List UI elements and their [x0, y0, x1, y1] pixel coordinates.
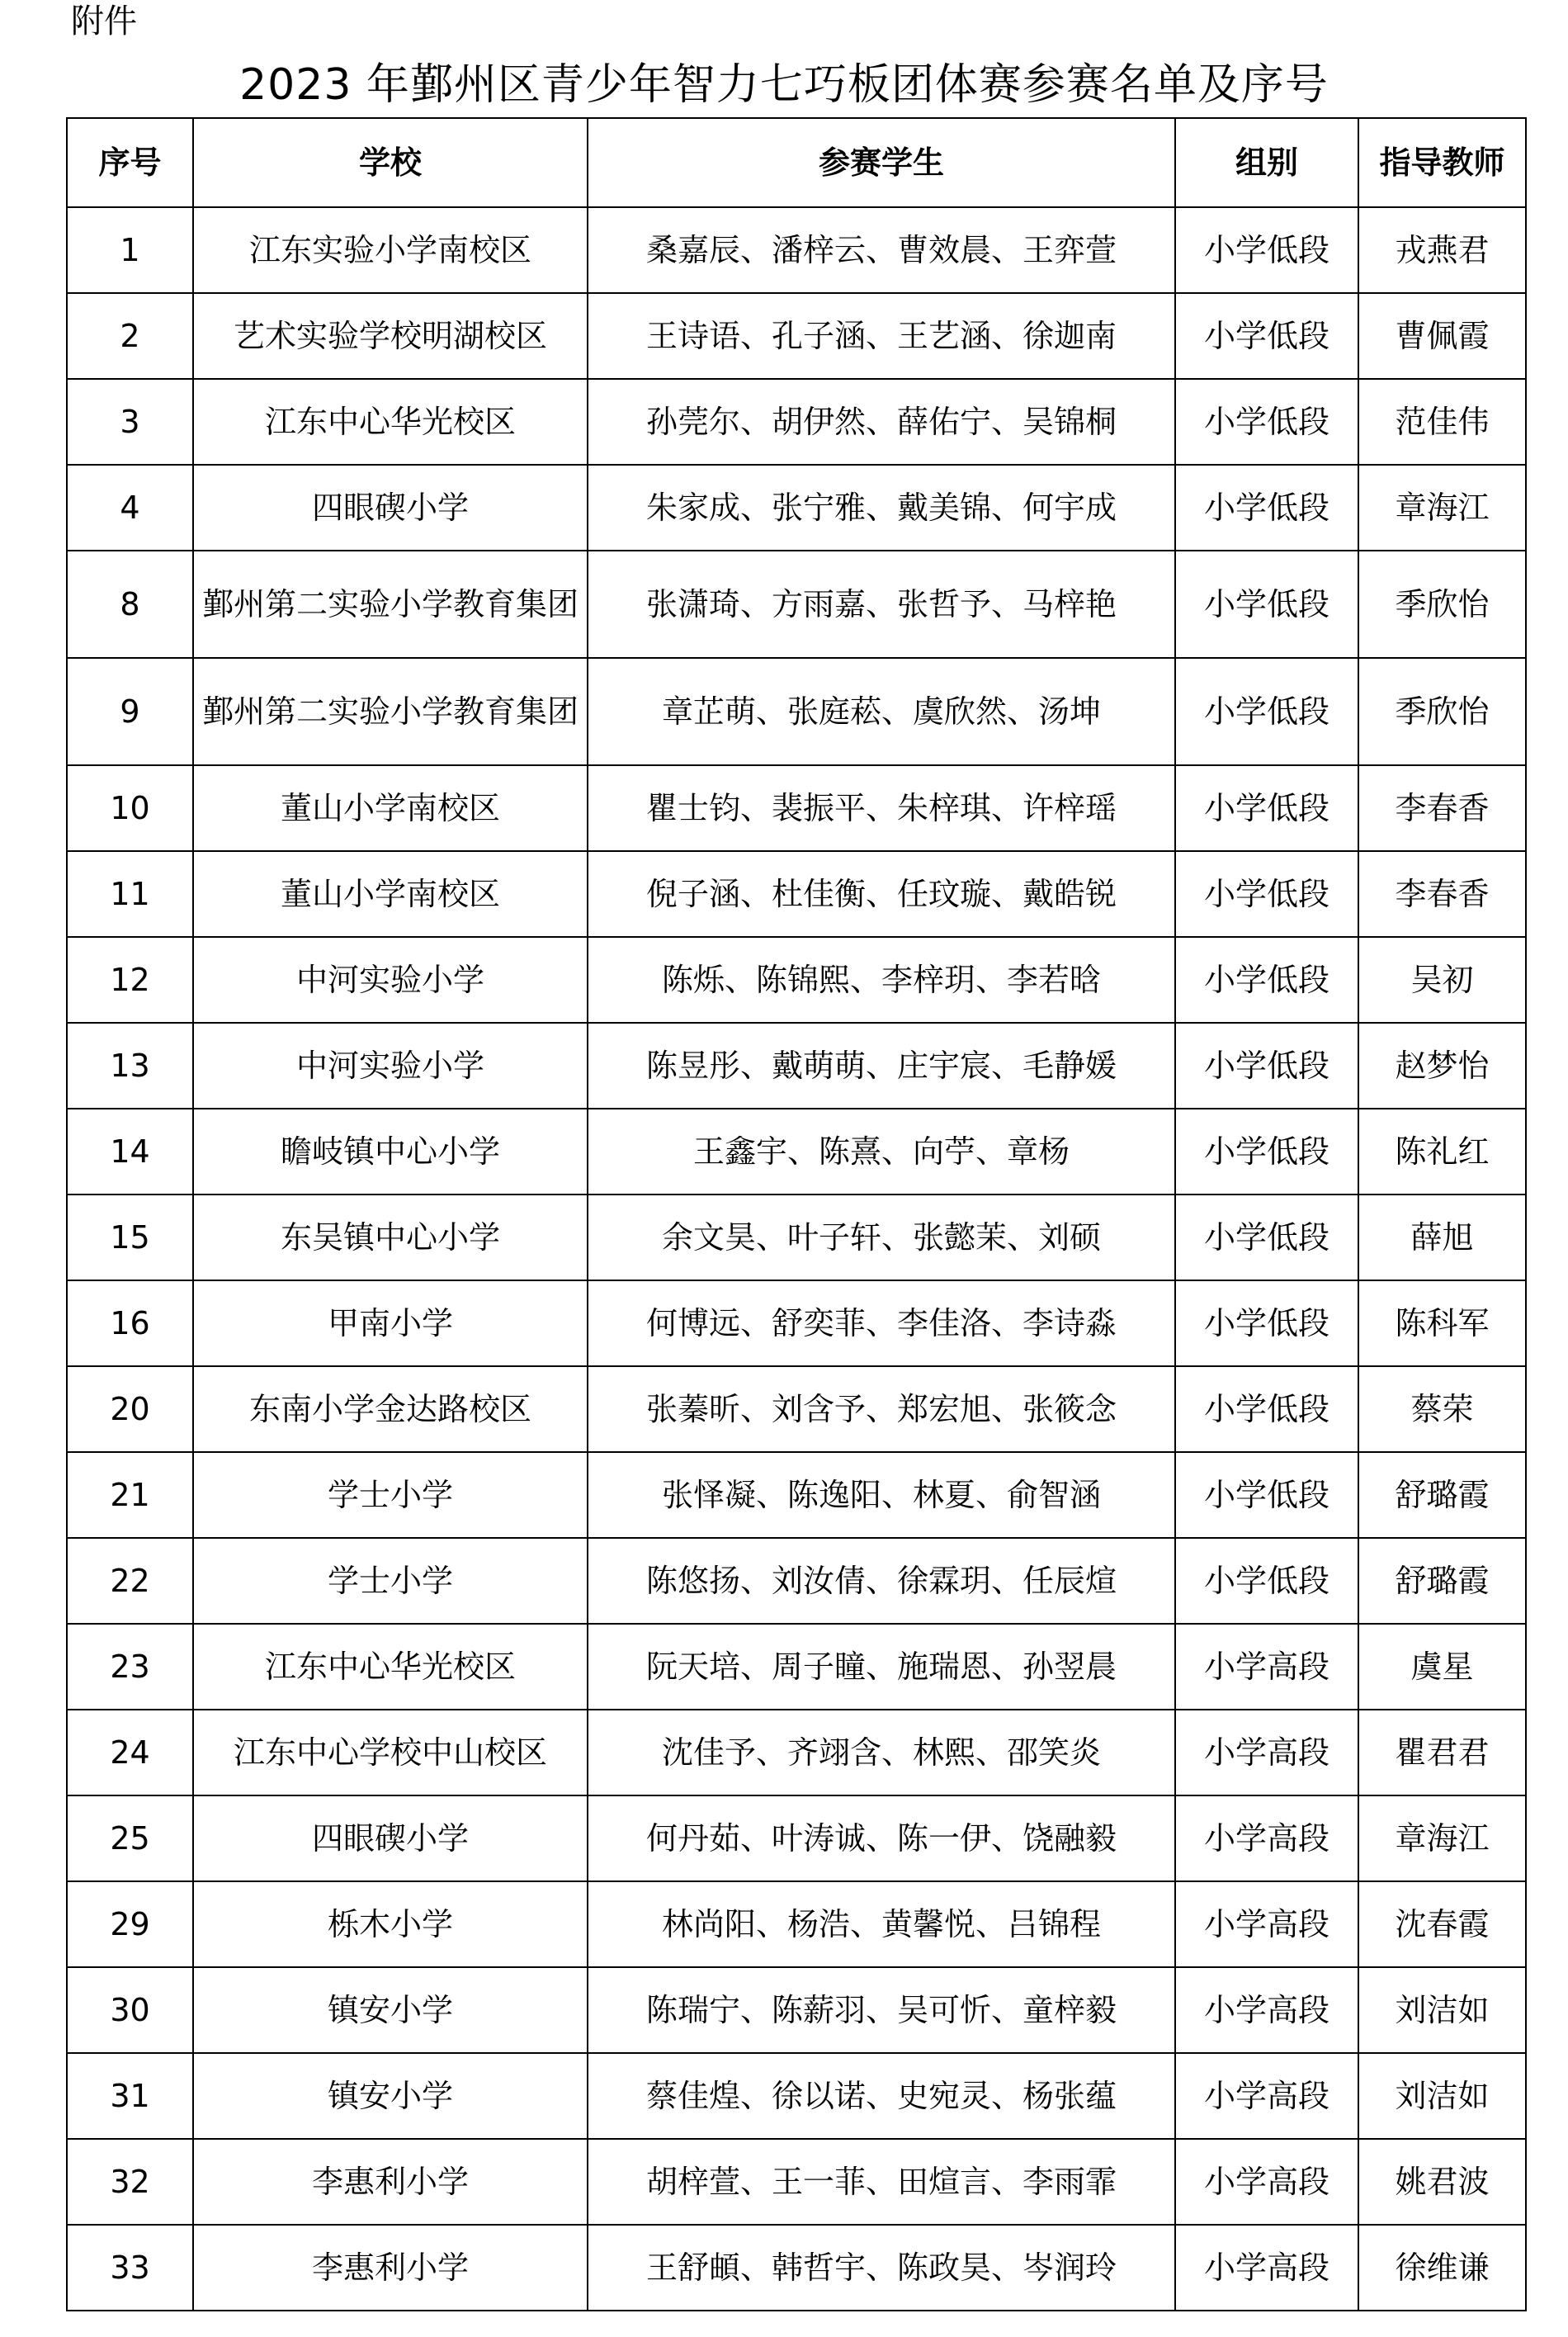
- group-cell: 小学低段: [1175, 551, 1358, 658]
- teacher-cell: 虞星: [1358, 1624, 1526, 1710]
- students-cell: 章芷萌、张庭菘、虞欣然、汤坤: [588, 658, 1175, 765]
- teacher-cell: 沈春霞: [1358, 1881, 1526, 1967]
- group-cell: 小学低段: [1175, 1280, 1358, 1366]
- seq-cell: 13: [67, 1023, 193, 1109]
- participant-table: [66, 117, 1527, 2311]
- seq-cell: 33: [67, 2225, 193, 2311]
- page-title: 2023 年鄞州区青少年智力七巧板团体赛参赛名单及序号: [239, 60, 1329, 110]
- table-row: [67, 1967, 1526, 2053]
- students-cell: 张怿凝、陈逸阳、林夏、俞智涵: [588, 1452, 1175, 1538]
- table-body: [67, 207, 1526, 2311]
- teacher-cell: 季欣怡: [1358, 658, 1526, 765]
- group-cell: 小学高段: [1175, 1624, 1358, 1710]
- school-cell: 学士小学: [193, 1538, 588, 1624]
- group-cell: 小学低段: [1175, 765, 1358, 851]
- header-seq: 序号: [67, 118, 193, 207]
- students-cell: 王舒頔、韩哲宇、陈政昊、岑润玲: [588, 2225, 1175, 2311]
- seq-cell: 11: [67, 851, 193, 937]
- seq-cell: 1: [67, 207, 193, 293]
- group-cell: 小学低段: [1175, 851, 1358, 937]
- table-row: [67, 2139, 1526, 2225]
- school-cell: 艺术实验学校明湖校区: [193, 293, 588, 379]
- school-cell: 中河实验小学: [193, 937, 588, 1023]
- teacher-cell: 蔡荣: [1358, 1366, 1526, 1452]
- students-cell: 陈瑞宁、陈薪羽、吴可忻、童梓毅: [588, 1967, 1175, 2053]
- group-cell: 小学低段: [1175, 1366, 1358, 1452]
- table-row: [67, 937, 1526, 1023]
- table-row: [67, 551, 1526, 658]
- group-cell: 小学低段: [1175, 1195, 1358, 1280]
- school-cell: 东南小学金达路校区: [193, 1366, 588, 1452]
- seq-cell: 9: [67, 658, 193, 765]
- seq-cell: 15: [67, 1195, 193, 1280]
- students-cell: 林尚阳、杨浩、黄馨悦、吕锦程: [588, 1881, 1175, 1967]
- table-row: [67, 1624, 1526, 1710]
- seq-cell: 12: [67, 937, 193, 1023]
- teacher-cell: 陈礼红: [1358, 1109, 1526, 1195]
- students-cell: 陈昱彤、戴萌萌、庄宇宸、毛静媛: [588, 1023, 1175, 1109]
- table-row: [67, 1109, 1526, 1195]
- students-cell: 桑嘉辰、潘梓云、曹效晨、王弈萱: [588, 207, 1175, 293]
- seq-cell: 31: [67, 2053, 193, 2139]
- group-cell: 小学低段: [1175, 1023, 1358, 1109]
- table-row: [67, 765, 1526, 851]
- teacher-cell: 赵梦怡: [1358, 1023, 1526, 1109]
- school-cell: 李惠利小学: [193, 2225, 588, 2311]
- students-cell: 倪子涵、杜佳衡、任玟璇、戴皓锐: [588, 851, 1175, 937]
- teacher-cell: 李春香: [1358, 765, 1526, 851]
- group-cell: 小学低段: [1175, 465, 1358, 551]
- teacher-cell: 章海江: [1358, 1795, 1526, 1881]
- teacher-cell: 范佳伟: [1358, 379, 1526, 465]
- table-row: [67, 1795, 1526, 1881]
- table-row: [67, 1881, 1526, 1967]
- table-row: [67, 2225, 1526, 2311]
- teacher-cell: 刘洁如: [1358, 2053, 1526, 2139]
- teacher-cell: 吴初: [1358, 937, 1526, 1023]
- students-cell: 王鑫宇、陈熹、向苧、章杨: [588, 1109, 1175, 1195]
- header-group: 组别: [1175, 118, 1358, 207]
- school-cell: 学士小学: [193, 1452, 588, 1538]
- students-cell: 张蓁昕、刘含予、郑宏旭、张筱念: [588, 1366, 1175, 1452]
- students-cell: 陈烁、陈锦熙、李梓玥、李若晗: [588, 937, 1175, 1023]
- students-cell: 沈佳予、齐翊含、林熙、邵笑炎: [588, 1710, 1175, 1795]
- students-cell: 何博远、舒奕菲、李佳洛、李诗淼: [588, 1280, 1175, 1366]
- school-cell: 鄞州第二实验小学教育集团: [193, 658, 588, 765]
- school-cell: 江东中心华光校区: [193, 379, 588, 465]
- group-cell: 小学高段: [1175, 1881, 1358, 1967]
- school-cell: 江东中心学校中山校区: [193, 1710, 588, 1795]
- seq-cell: 2: [67, 293, 193, 379]
- school-cell: 瞻岐镇中心小学: [193, 1109, 588, 1195]
- group-cell: 小学低段: [1175, 937, 1358, 1023]
- school-cell: 东吴镇中心小学: [193, 1195, 588, 1280]
- seq-cell: 29: [67, 1881, 193, 1967]
- table-row: [67, 293, 1526, 379]
- seq-cell: 10: [67, 765, 193, 851]
- group-cell: 小学高段: [1175, 2225, 1358, 2311]
- school-cell: 李惠利小学: [193, 2139, 588, 2225]
- seq-cell: 20: [67, 1366, 193, 1452]
- table-row: [67, 2053, 1526, 2139]
- school-cell: 四眼碶小学: [193, 465, 588, 551]
- table-row: [67, 1710, 1526, 1795]
- group-cell: 小学高段: [1175, 2139, 1358, 2225]
- header-row: [67, 118, 1526, 207]
- group-cell: 小学低段: [1175, 1452, 1358, 1538]
- school-cell: 江东中心华光校区: [193, 1624, 588, 1710]
- table-row: [67, 1023, 1526, 1109]
- seq-cell: 30: [67, 1967, 193, 2053]
- seq-cell: 22: [67, 1538, 193, 1624]
- table-row: [67, 1366, 1526, 1452]
- group-cell: 小学高段: [1175, 1795, 1358, 1881]
- students-cell: 阮天培、周子瞳、施瑞恩、孙翌晨: [588, 1624, 1175, 1710]
- table-row: [67, 1195, 1526, 1280]
- seq-cell: 24: [67, 1710, 193, 1795]
- students-cell: 何丹茹、叶涛诚、陈一伊、饶融毅: [588, 1795, 1175, 1881]
- seq-cell: 4: [67, 465, 193, 551]
- teacher-cell: 舒璐霞: [1358, 1452, 1526, 1538]
- table-row: [67, 1538, 1526, 1624]
- group-cell: 小学低段: [1175, 379, 1358, 465]
- students-cell: 王诗语、孔子涵、王艺涵、徐迦南: [588, 293, 1175, 379]
- header-students: 参赛学生: [588, 118, 1175, 207]
- table-row: [67, 658, 1526, 765]
- teacher-cell: 刘洁如: [1358, 1967, 1526, 2053]
- students-cell: 陈悠扬、刘汝倩、徐霖玥、任辰煊: [588, 1538, 1175, 1624]
- teacher-cell: 戎燕君: [1358, 207, 1526, 293]
- teacher-cell: 季欣怡: [1358, 551, 1526, 658]
- school-cell: 江东实验小学南校区: [193, 207, 588, 293]
- seq-cell: 16: [67, 1280, 193, 1366]
- students-cell: 余文昊、叶子轩、张懿茉、刘硕: [588, 1195, 1175, 1280]
- school-cell: 镇安小学: [193, 1967, 588, 2053]
- school-cell: 董山小学南校区: [193, 851, 588, 937]
- students-cell: 朱家成、张宁雅、戴美锦、何宇成: [588, 465, 1175, 551]
- school-cell: 董山小学南校区: [193, 765, 588, 851]
- teacher-cell: 李春香: [1358, 851, 1526, 937]
- students-cell: 张潇琦、方雨嘉、张哲予、马梓艳: [588, 551, 1175, 658]
- school-cell: 镇安小学: [193, 2053, 588, 2139]
- teacher-cell: 舒璐霞: [1358, 1538, 1526, 1624]
- group-cell: 小学高段: [1175, 2053, 1358, 2139]
- teacher-cell: 姚君波: [1358, 2139, 1526, 2225]
- students-cell: 孙莞尔、胡伊然、薛佑宁、吴锦桐: [588, 379, 1175, 465]
- school-cell: 甲南小学: [193, 1280, 588, 1366]
- header-school: 学校: [193, 118, 588, 207]
- teacher-cell: 陈科军: [1358, 1280, 1526, 1366]
- teacher-cell: 薛旭: [1358, 1195, 1526, 1280]
- group-cell: 小学低段: [1175, 207, 1358, 293]
- teacher-cell: 徐维谦: [1358, 2225, 1526, 2311]
- seq-cell: 21: [67, 1452, 193, 1538]
- seq-cell: 3: [67, 379, 193, 465]
- school-cell: 中河实验小学: [193, 1023, 588, 1109]
- teacher-cell: 曹佩霞: [1358, 293, 1526, 379]
- seq-cell: 25: [67, 1795, 193, 1881]
- teacher-cell: 瞿君君: [1358, 1710, 1526, 1795]
- table-row: [67, 207, 1526, 293]
- seq-cell: 14: [67, 1109, 193, 1195]
- annex-label: 附件: [71, 2, 137, 40]
- group-cell: 小学高段: [1175, 1967, 1358, 2053]
- table-row: [67, 1452, 1526, 1538]
- table-row: [67, 851, 1526, 937]
- seq-cell: 23: [67, 1624, 193, 1710]
- table-row: [67, 1280, 1526, 1366]
- school-cell: 栎木小学: [193, 1881, 588, 1967]
- school-cell: 四眼碶小学: [193, 1795, 588, 1881]
- table-row: [67, 379, 1526, 465]
- group-cell: 小学低段: [1175, 1538, 1358, 1624]
- students-cell: 胡梓萱、王一菲、田煊言、李雨霏: [588, 2139, 1175, 2225]
- group-cell: 小学高段: [1175, 1710, 1358, 1795]
- header-teacher: 指导教师: [1358, 118, 1526, 207]
- students-cell: 瞿士钧、裴振平、朱梓琪、许梓瑶: [588, 765, 1175, 851]
- seq-cell: 8: [67, 551, 193, 658]
- school-cell: 鄞州第二实验小学教育集团: [193, 551, 588, 658]
- teacher-cell: 章海江: [1358, 465, 1526, 551]
- group-cell: 小学低段: [1175, 293, 1358, 379]
- students-cell: 蔡佳煌、徐以诺、史宛灵、杨张蕴: [588, 2053, 1175, 2139]
- seq-cell: 32: [67, 2139, 193, 2225]
- group-cell: 小学低段: [1175, 658, 1358, 765]
- group-cell: 小学低段: [1175, 1109, 1358, 1195]
- table-row: [67, 465, 1526, 551]
